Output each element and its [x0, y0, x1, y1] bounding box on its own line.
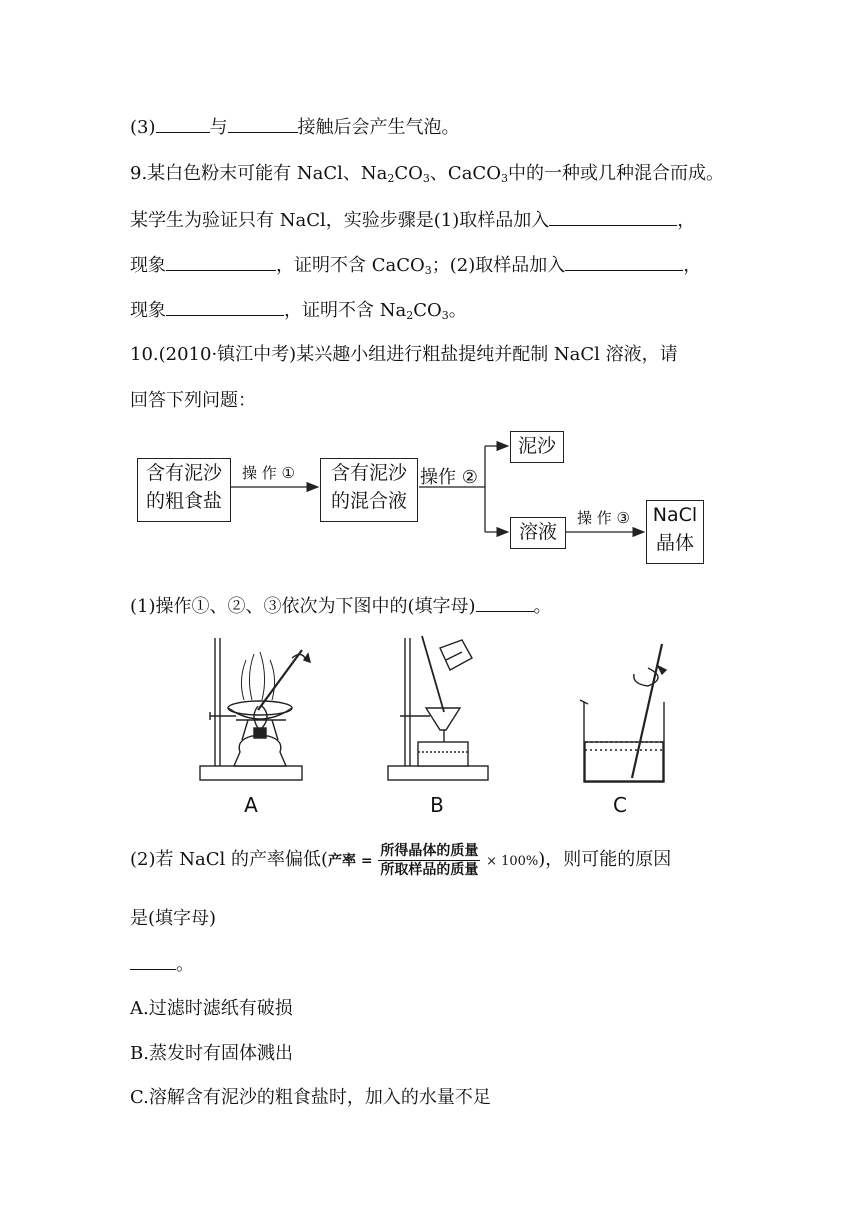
q8-part3: (3) 与 接触后会产生气泡。	[130, 114, 460, 141]
flow-op2-label: 操作 ②	[420, 467, 478, 488]
label-a: A	[244, 793, 258, 817]
yield-fraction: $\frac{\text{所得晶体的质量}}{\text{所取样品的质量}}$	[380, 842, 479, 878]
answer-blank[interactable]	[130, 951, 176, 970]
flow-box-solution: 溶液	[510, 517, 566, 549]
flow-box-sand: 泥沙	[510, 431, 564, 463]
flow-op3-label: 操 作 ③	[577, 509, 630, 527]
q9-line3: 现象 ，证明不含 CaCO$_3$；(2)取样品加入 ，	[130, 252, 701, 284]
q10-part2-line2: 是(填字母)	[130, 908, 217, 929]
q10-line2: 回答下列问题：	[130, 390, 256, 411]
q9-line4: 现象 ，证明不含 $Na_2CO_3$。	[130, 297, 467, 329]
q10-line1: 10.(2010·镇江中考)某兴趣小组进行粗盐提纯并配制 NaCl 溶液，请	[130, 344, 678, 365]
q10-part2-answer: 。	[130, 951, 194, 978]
q9-line1: 9.某白色粉末可能有 NaCl、$Na_2CO_3$、CaCO$_3$中的一种或几种混合而成。	[130, 163, 724, 185]
flow-box-crude-salt: 含有泥沙 的粗食盐	[137, 458, 231, 522]
label-b: B	[430, 793, 444, 817]
flow-op1-label: 操 作 ①	[242, 464, 295, 482]
flow-box-nacl-crystal: NaCl 晶体	[646, 500, 704, 564]
option-a: A.过滤时滤纸有破损	[130, 998, 293, 1019]
apparatus-c-dissolving	[580, 644, 666, 782]
q9-line2: 某学生为验证只有 NaCl，实验步骤是(1)取样品加入 ，	[130, 207, 695, 234]
flow-box-mixture: 含有泥沙 的混合液	[320, 458, 418, 522]
q10-part2-line1: (2)若 NaCl 的产率偏低(产率 = $\frac{\text{所得晶体的质量}}{\text{所取样品的质量}}$ × 100%)，则可能的原因	[130, 842, 672, 878]
label-c: C	[613, 793, 627, 817]
apparatus-a-evaporation	[200, 638, 310, 780]
option-b: B.蒸发时有固体溅出	[130, 1043, 293, 1064]
option-c: C.溶解含有泥沙的粗食盐时，加入的水量不足	[130, 1087, 491, 1108]
q10-part1: (1)操作①、②、③依次为下图中的(填字母) 。	[130, 593, 552, 620]
apparatus-b-filtration	[388, 636, 488, 780]
